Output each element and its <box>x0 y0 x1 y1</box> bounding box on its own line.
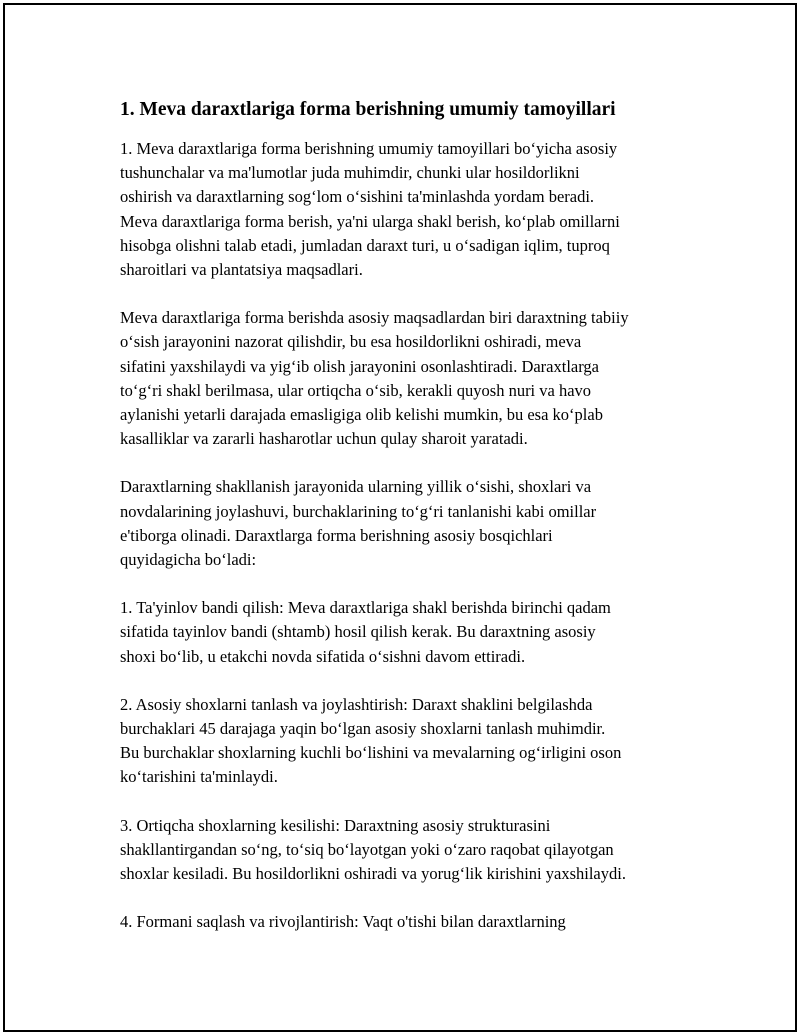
paragraph-purpose: Meva daraxtlariga forma berishda asosiy maqsadlardan biri daraxtning tabiiy o‘sish jarayonini nazorat qilishdir, bu esa hosildorlikni oshiradi, meva sifatini yaxshilaydi va yig‘ib olish jarayonini osonlashtiradi. Daraxtlarga to‘g‘ri shakl berilmasa, ular ortiqcha o‘sib, kerakli quyosh nuri va havo aylanishi yetarli darajada emasligiga olib kelishi mumkin, bu esa ko‘plab kasalliklar va zararli hasharotlar uchun qulay sharoit yaratadi. <box>120 308 629 449</box>
paragraph-step-1: 1. Ta'yinlov bandi qilish: Meva daraxtlariga shakl berishda birinchi qadam sifatida tayinlov bandi (shtamb) hosil qilish kerak. Bu daraxtning asosiy shoxi bo‘lib, u etakchi novda sifatida o‘sishni davom ettiradi. <box>120 598 611 666</box>
paragraph-intro: 1. Meva daraxtlariga forma berishning umumiy tamoyillari bo‘yicha asosiy tushunchalar va ma'lumotlar juda muhimdir, chunki ular hosildorlikni oshirish va daraxtlarning sog‘lom o‘sishini ta'minlashda yordam beradi. Meva daraxtlariga forma berish, ya'ni ularga shakl berish, ko‘plab omillarni hisobga olishni talab etadi, jumladan daraxt turi, u o‘sadigan iqlim, tuproq sharoitlari va plantatsiya maqsadlari. <box>120 139 620 280</box>
paragraph-step-4: 4. Formani saqlash va rivojlantirish: Vaqt o'tishi bilan daraxtlarning <box>120 912 566 932</box>
paragraph-step-2: 2. Asosiy shoxlarni tanlash va joylashtirish: Daraxt shaklini belgilashda burchaklari 45 darajaga yaqin bo‘lgan asosiy shoxlarni tanlash muhimdir. Bu burchaklar shoxlarning kuchli bo‘lishini va mevalarning og‘irligini oson ko‘tarishini ta'minlaydi. <box>120 694 622 787</box>
document-body <box>120 97 705 958</box>
paragraph-stages-intro: Daraxtlarning shakllanish jarayonida ularning yillik o‘sishi, shoxlari va novdalarining joylashuvi, burchaklarining to‘g‘ri tanlanishi kabi omillar e'tiborga olinadi. Daraxtlarga forma berishning asosiy bosqichlari quyidagicha bo‘ladi: <box>120 477 597 570</box>
document-title: 1. Meva daraxtlariga forma berishning umumiy tamoyillari <box>120 99 616 120</box>
paragraph-step-3: 3. Ortiqcha shoxlarning kesilishi: Daraxtning asosiy strukturasini shakllantirgandan so‘ng, to‘siq bo‘layotgan yoki o‘zaro raqobat qilayotgan shoxlar kesiladi. Bu hosildorlikni oshiradi va yorug‘lik kirishini yaxshilaydi. <box>120 815 626 884</box>
page-frame <box>3 3 797 1032</box>
